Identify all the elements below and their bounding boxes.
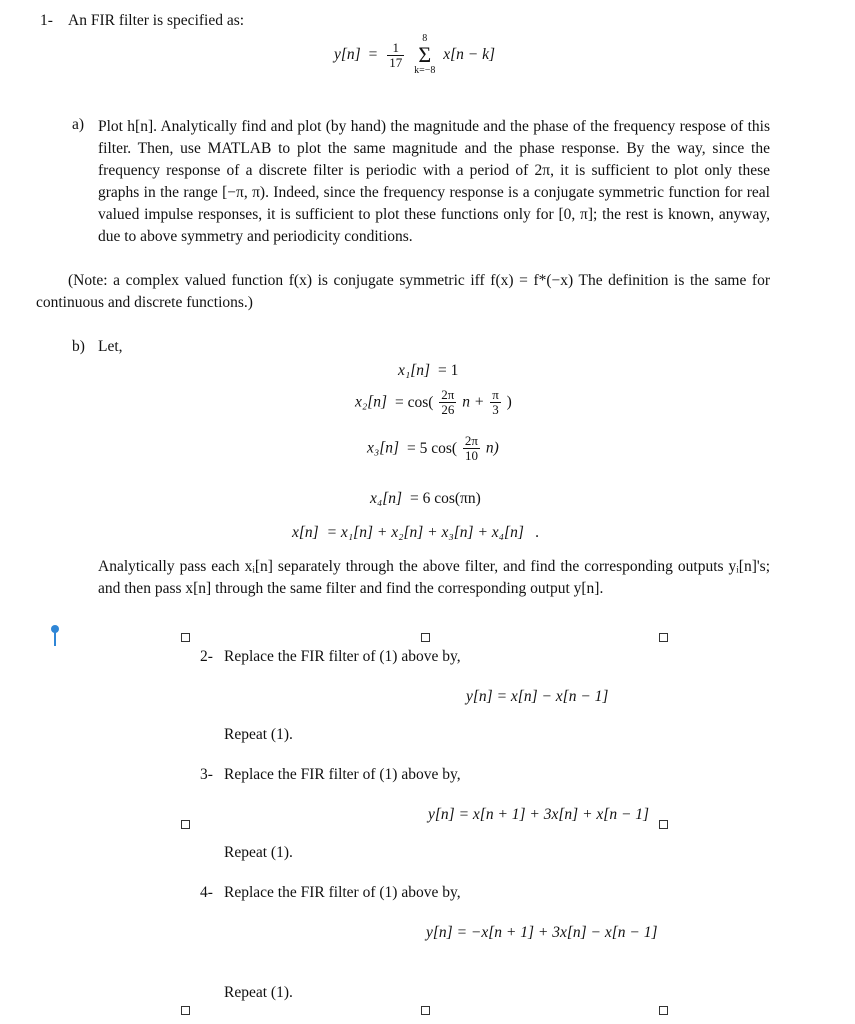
q3-equation: y[n] = x[n + 1] + 3x[n] + x[n − 1] (428, 806, 650, 823)
x2-mid: n + (462, 393, 485, 411)
part-a-text: Plot h[n]. Analytically find and plot (by hand) the magnitude and the phase of the frequency respose of this filter. Then, use MATLAB to plot the same magnitude and the phase response. By the way, since the frequency response of a discrete filter is periodic with a period of 2π, it is sufficient to plot only these graphs in the range [−π, π). Indeed, since the frequency response is a conjugate symmetric function for real valued impulse responses, it is sufficient to plot these functions only for [0, π]; the rest is known, anyway, due to above symmetry and periodicity conditions. (98, 118, 770, 245)
sum-lower: k=−8 (414, 65, 436, 76)
eq-coef-num: 1 (392, 39, 399, 55)
x2-rhs-pre: = cos( (394, 393, 434, 411)
q2-equation: y[n] = x[n] − x[n − 1] (466, 688, 609, 705)
q4-repeat: Repeat (1). (224, 984, 293, 1001)
sum-upper: 8 (422, 33, 428, 44)
selection-handle-middle-right[interactable] (659, 820, 668, 829)
x1-lhs: x₁[n] (398, 362, 431, 379)
x3-frac-num: 2π (464, 433, 478, 448)
part-b-text: Analytically pass each xᵢ[n] separately through the above filter, and find the corresponding outputs yᵢ[n]'s; and then pass x[n] through the same filter and find the corresponding output y[n]. (98, 558, 770, 597)
q1-number: 1- (40, 12, 53, 29)
x2-lhs: x₂[n] (355, 393, 388, 411)
pin-icon[interactable] (48, 624, 62, 648)
eq-summation (414, 34, 435, 76)
q1-equation (334, 34, 495, 76)
x4-lhs: x₄[n] (370, 490, 403, 507)
x3-frac (463, 434, 480, 463)
eq-term: x[n − k] (443, 46, 496, 63)
x4-rhs: = 6 cos(πn) (409, 490, 481, 507)
x1-rhs: = 1 (437, 362, 459, 379)
part-a-label: a) (72, 116, 85, 133)
part-b-intro: Let, (98, 338, 123, 355)
x4-equation (370, 490, 481, 508)
x2-rhs-post: ) (506, 393, 512, 411)
x2-equation (355, 388, 512, 417)
selection-handle-middle-left[interactable] (181, 820, 190, 829)
sum-sigma: Σ (418, 42, 432, 67)
selection-handle-bottom-middle[interactable] (421, 1006, 430, 1015)
xsum-equation (292, 524, 539, 542)
q4-number: 4- (200, 884, 213, 901)
q3-number: 3- (200, 766, 213, 783)
eq-coefficient (387, 41, 404, 70)
q3-text: Replace the FIR filter of (1) above by, (224, 766, 461, 783)
x2-frac1 (439, 388, 456, 417)
x3-lhs: x₃[n] (367, 439, 400, 457)
eq-lhs: y[n] (334, 46, 361, 63)
x2-frac2-den: 3 (490, 402, 501, 417)
selection-handle-bottom-right[interactable] (659, 1006, 668, 1015)
x3-rhs-post: n) (485, 439, 499, 457)
xsum-lhs: x[n] (292, 524, 319, 541)
x1-equation (398, 362, 458, 380)
selection-handle-top-right[interactable] (659, 633, 668, 642)
x3-frac-den: 10 (463, 448, 480, 463)
q2-number: 2- (200, 648, 213, 665)
q2-repeat: Repeat (1). (224, 726, 293, 743)
eq-coef-den: 17 (389, 54, 403, 70)
eq-equals: = (368, 46, 378, 63)
x3-equation (367, 434, 499, 463)
q2-text: Replace the FIR filter of (1) above by, (224, 648, 461, 665)
q4-text: Replace the FIR filter of (1) above by, (224, 884, 461, 901)
selection-handle-bottom-left[interactable] (181, 1006, 190, 1015)
x2-frac2-num: π (492, 387, 499, 402)
selection-handle-top-left[interactable] (181, 633, 190, 642)
xsum-rhs: = x₁[n] + x₂[n] + x₃[n] + x₄[n] . (326, 524, 540, 541)
x2-frac2 (490, 388, 501, 417)
q1-intro: An FIR filter is specified as: (68, 12, 245, 29)
q3-repeat: Repeat (1). (224, 844, 293, 861)
selection-handle-top-middle[interactable] (421, 633, 430, 642)
x3-rhs-pre: = 5 cos( (406, 439, 458, 457)
part-b-label: b) (72, 338, 85, 355)
note-text: (Note: a complex valued function f(x) is conjugate symmetric iff f(x) = f*(−x) The definition is the same for continuous and discrete functions.) (36, 272, 770, 311)
x2-frac1-num: 2π (441, 387, 455, 402)
q4-equation: y[n] = −x[n + 1] + 3x[n] − x[n − 1] (426, 924, 658, 941)
x2-frac1-den: 26 (439, 402, 456, 417)
